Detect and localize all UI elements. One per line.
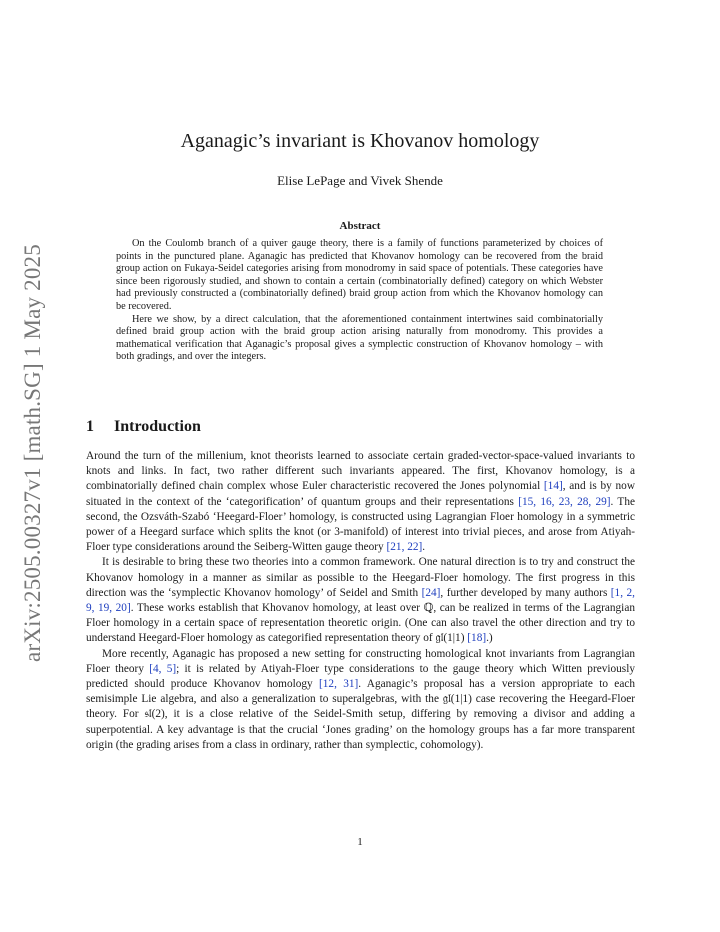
body-paragraph	[86, 555, 635, 646]
citation-link[interactable]: [12, 31]	[319, 678, 359, 691]
citation-link[interactable]: [21, 22]	[386, 541, 423, 554]
arxiv-identifier-text: arXiv:2505.00327v1 [math.SG] 1 May 2025	[20, 243, 45, 662]
body-paragraph	[86, 647, 635, 753]
paper-title: Aganagic’s invariant is Khovanov homology	[180, 130, 540, 152]
section-heading	[86, 418, 201, 436]
text-run: .)	[486, 632, 493, 645]
abstract-heading: Abstract	[339, 220, 381, 232]
citation-link[interactable]: [1, 2, 9, 19, 20]	[86, 586, 635, 615]
text-run: . These works establish that Khovanov homology, at least over ℚ, can be realized in terms of the Lagrangian Floer homology in a certain space of representation theoretic origin. (One can also travel the other direction and try to understand Heegard-Floer homology as categorified representation theory of 𝔤𝔩(1|1)	[86, 602, 635, 645]
abstract-body	[116, 238, 603, 364]
abstract-paragraph: Here we show, by a direct calculation, that the aforementioned containment intertwines said combinatorially defined braid group action with the braid group action arising naturally from monodromy. This provides a mathematical verification that Aganagic’s proposal gives a symplectic construction of Khovanov homology – with both gradings, and over the integers.	[116, 313, 603, 363]
abstract-paragraph: On the Coulomb branch of a quiver gauge theory, there is a family of functions parameterized by choices of points in the punctured plane. Aganagic has predicted that Khovanov homology can be recovered from the braid group action on Fukaya-Seidel categories arising from monodromy in said space of potentials. These categories have since been rigorously studied, and shown to contain a certain (combinatorially defined) category on which Webster had previously constructed a (combinatorially defined) braid group action from which the Khovanov homology can be recovered.	[116, 238, 603, 312]
citation-link[interactable]: [24]	[421, 586, 441, 599]
text-run: . Aganagic’s proposal has a version appropriate to each semisimple Lie algebra, and also a generalization to superalgebras, with the 𝔤𝔩(1|1) case recovering the Heegard-Floer theory. For 𝔰𝔩(2), it is a close relative of the Seidel-Smith setup, differing by removing a divisor and adding a superpotential. A key advantage is that the crucial ‘Jones grading’ on the homology groups has a far more transparent origin (the grading arises from a class in ordinary, rather than symplectic, cohomology).	[86, 678, 635, 751]
text-run: , further developed by many authors	[440, 586, 611, 599]
page-number: 1	[357, 836, 363, 848]
arxiv-identifier	[18, 243, 48, 662]
text-run: , and is by now situated in the context of the ‘categorification’ of quantum groups and their representations	[86, 480, 635, 508]
citation-link[interactable]: [18]	[467, 632, 487, 645]
section-title: Introduction	[114, 418, 201, 435]
citation-link[interactable]: [15, 16, 23, 28, 29]	[518, 495, 611, 508]
introduction-body	[86, 449, 635, 753]
body-paragraph	[86, 449, 635, 555]
text-run: .	[422, 541, 426, 554]
section-number: 1	[86, 418, 94, 435]
text-run: Around the turn of the millenium, knot theorists learned to associate certain graded-vector-space-valued invariants to knots and links. In fact, two rather different such invariants appeared. The first, Khovanov homology, is a combinatorially defined chain complex whose Euler characteristic recovered the Jones polynomial	[86, 450, 635, 493]
text-run: More recently, Aganagic has proposed a new setting for constructing homological knot invariants from Lagrangian Floer theory	[86, 647, 635, 675]
text-run: ; it is related by Atiyah-Floer type considerations to the gauge theory which Witten previously predicted should produce Khovanov homology	[86, 662, 635, 691]
text-run: . The second, the Ozsváth-Szabó ‘Heegard-Floer’ homology, is constructed using Lagrangian Floer homology in a symmetric power of a Heegard surface which splits the knot (or 3-manifold) of interest into trivial pieces, and arose from Atiyah-Floer type considerations around the Seiberg-Witten gauge theory	[86, 495, 635, 554]
text-run: It is desirable to bring these two theories into a common framework. One natural direction is to try and construct the Khovanov homology in a manner as similar as possible to the Heegard-Floer homology. The first progress in this direction was the ‘symplectic Khovanov homology’ of Seidel and Smith	[86, 556, 635, 599]
citation-link[interactable]: [4, 5]	[149, 662, 177, 675]
paper-authors: Elise LePage and Vivek Shende	[277, 173, 443, 188]
citation-link[interactable]: [14]	[543, 480, 563, 493]
